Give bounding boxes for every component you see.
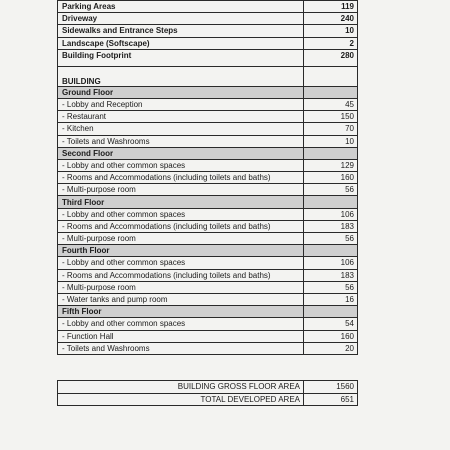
- item-value: 45: [304, 98, 358, 110]
- total-developed-area-value: 651: [304, 393, 358, 406]
- floor-name: Third Floor: [58, 196, 304, 208]
- item-label: - Lobby and other common spaces: [58, 257, 304, 269]
- table-row: [58, 269, 358, 281]
- row-value: 119: [304, 1, 358, 13]
- item-label: - Toilets and Washrooms: [58, 342, 304, 354]
- floor-header-empty: [304, 196, 358, 208]
- table-row: [58, 318, 358, 330]
- area-breakdown-body: [58, 1, 358, 355]
- table-row: [58, 233, 358, 245]
- item-label: - Rooms and Accommodations (including toilets and baths): [58, 269, 304, 281]
- item-label: - Water tanks and pump room: [58, 293, 304, 305]
- table-row: [58, 159, 358, 171]
- table-row: [58, 184, 358, 196]
- item-value: 160: [304, 330, 358, 342]
- table-row: [58, 208, 358, 220]
- item-value: 56: [304, 233, 358, 245]
- row-label: Building Footprint: [58, 49, 304, 66]
- item-label: - Lobby and other common spaces: [58, 159, 304, 171]
- table-row: [58, 293, 358, 305]
- table-row: [58, 123, 358, 135]
- table-row: [58, 172, 358, 184]
- row-value: 240: [304, 13, 358, 25]
- floor-header-empty: [304, 147, 358, 159]
- gross-floor-area-value: 1560: [304, 381, 358, 394]
- row-label: Sidewalks and Entrance Steps: [58, 25, 304, 37]
- row-value: 2: [304, 37, 358, 49]
- gross-floor-area-label: BUILDING GROSS FLOOR AREA: [58, 381, 304, 394]
- floor-header-empty: [304, 245, 358, 257]
- item-value: 160: [304, 172, 358, 184]
- item-label: - Multi-purpose room: [58, 184, 304, 196]
- table-row: [58, 98, 358, 110]
- table-row: [58, 111, 358, 123]
- floor-header-fifth: [58, 306, 358, 318]
- table-row: [58, 135, 358, 147]
- building-value-empty: [304, 66, 358, 86]
- table-row: [58, 220, 358, 232]
- floor-name: Ground Floor: [58, 86, 304, 98]
- item-value: 129: [304, 159, 358, 171]
- site-row-sidewalks: [58, 25, 358, 37]
- item-label: - Rooms and Accommodations (including toilets and baths): [58, 220, 304, 232]
- item-label: - Multi-purpose room: [58, 233, 304, 245]
- site-row-landscape: [58, 37, 358, 49]
- item-value: 10: [304, 135, 358, 147]
- item-value: 183: [304, 220, 358, 232]
- item-label: - Rooms and Accommodations (including toilets and baths): [58, 172, 304, 184]
- floor-header-fourth: [58, 245, 358, 257]
- site-row-footprint: [58, 49, 358, 66]
- item-value: 150: [304, 111, 358, 123]
- site-row-driveway: [58, 13, 358, 25]
- area-breakdown-table: [57, 0, 358, 355]
- item-value: 106: [304, 257, 358, 269]
- table-row: [58, 281, 358, 293]
- item-label: - Kitchen: [58, 123, 304, 135]
- item-value: 16: [304, 293, 358, 305]
- total-developed-area-label: TOTAL DEVELOPED AREA: [58, 393, 304, 406]
- totals-table: [57, 380, 358, 406]
- item-value: 54: [304, 318, 358, 330]
- item-value: 183: [304, 269, 358, 281]
- row-label: Parking Areas: [58, 1, 304, 13]
- item-value: 56: [304, 184, 358, 196]
- table-row: [58, 342, 358, 354]
- floor-name: Fourth Floor: [58, 245, 304, 257]
- item-label: - Function Hall: [58, 330, 304, 342]
- row-value: 280: [304, 49, 358, 66]
- item-label: - Lobby and other common spaces: [58, 318, 304, 330]
- gross-floor-area-row: [58, 381, 358, 394]
- floor-header-ground: [58, 86, 358, 98]
- item-label: - Multi-purpose room: [58, 281, 304, 293]
- item-value: 106: [304, 208, 358, 220]
- row-label: Driveway: [58, 13, 304, 25]
- building-section-row: [58, 66, 358, 86]
- item-value: 20: [304, 342, 358, 354]
- row-label: Landscape (Softscape): [58, 37, 304, 49]
- total-developed-area-row: [58, 393, 358, 406]
- table-row: [58, 257, 358, 269]
- item-value: 70: [304, 123, 358, 135]
- floor-header-second: [58, 147, 358, 159]
- floor-header-third: [58, 196, 358, 208]
- item-label: - Lobby and other common spaces: [58, 208, 304, 220]
- item-label: - Lobby and Reception: [58, 98, 304, 110]
- building-label: BUILDING: [58, 66, 304, 86]
- item-label: - Restaurant: [58, 111, 304, 123]
- table-row: [58, 330, 358, 342]
- floor-name: Second Floor: [58, 147, 304, 159]
- floor-header-empty: [304, 306, 358, 318]
- floor-name: Fifth Floor: [58, 306, 304, 318]
- item-label: - Toilets and Washrooms: [58, 135, 304, 147]
- row-value: 10: [304, 25, 358, 37]
- item-value: 56: [304, 281, 358, 293]
- site-row-parking: [58, 1, 358, 13]
- floor-header-empty: [304, 86, 358, 98]
